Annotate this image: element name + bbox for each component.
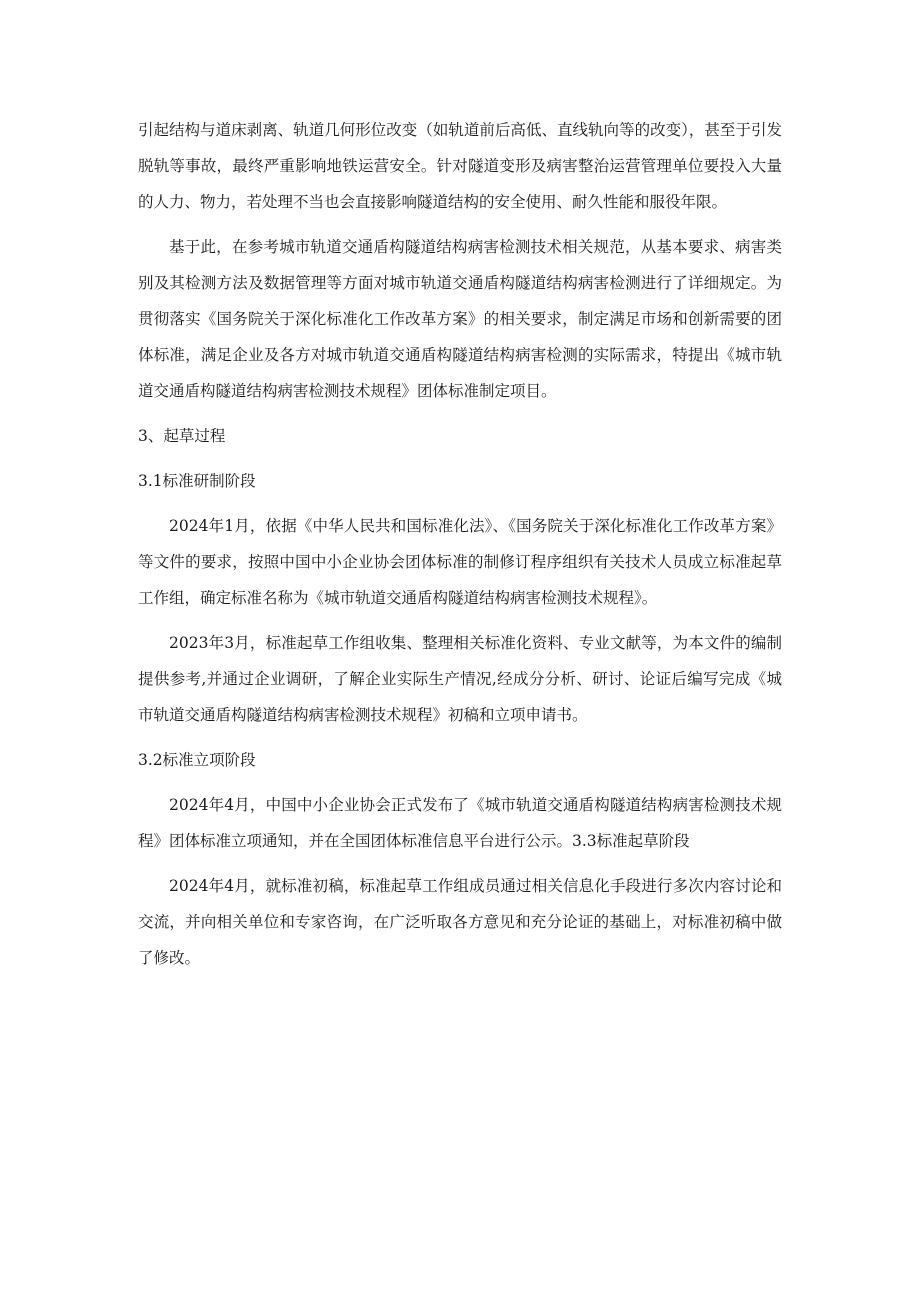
section-heading-drafting-process: 3、起草过程 <box>138 427 226 445</box>
subsection-heading-approval-stage: 3.2标准立项阶段 <box>138 751 256 769</box>
paragraph-apr-2024-draft: 2024年4月，就标准初稿，标准起草工作组成员通过相关信息化手段进行多次内容讨论和交流，并向相关单位和专家咨询，在广泛听取各方意见和充分论证的基础上，对标准初稿中做了修改。 <box>138 877 782 967</box>
document-page <box>138 112 782 976</box>
paragraph-mar-2023: 2023年3月，标准起草工作组收集、整理相关标准化资料、专业文献等，为本文件的编制提供参考,并通过企业调研，了解企业实际生产情况,经成分分析、研讨、论证后编写完成《城市轨道交通盾构隧道结构病害检测技术规程》初稿和立项申请书。 <box>138 634 782 724</box>
paragraph-gap <box>138 733 782 742</box>
subsection-heading-research-stage: 3.1标准研制阶段 <box>138 472 256 490</box>
paragraph-gap <box>138 454 782 463</box>
paragraph-gap <box>138 499 782 508</box>
paragraph-continuation: 引起结构与道床剥离、轨道几何形位改变（如轨道前后高低、直线轨向等的改变），甚至于引发脱轨等事故，最终严重影响地铁运营安全。针对隧道变形及病害整治运营管理单位要投入大量的人力、物力，若处理不当也会直接影响隧道结构的安全使用、耐久性能和服役年限。 <box>138 121 782 211</box>
paragraph-apr-2024-approval: 2024年4月，中国中小企业协会正式发布了《城市轨道交通盾构隧道结构病害检测技术规程》团体标准立项通知，并在全国团体标准信息平台进行公示。3.3标准起草阶段 <box>138 796 782 850</box>
paragraph-gap <box>138 409 782 418</box>
paragraph-background: 基于此，在参考城市轨道交通盾构隧道结构病害检测技术相关规范，从基本要求、病害类别及其检测方法及数据管理等方面对城市轨道交通盾构隧道结构病害检测进行了详细规定。为贯彻落实《国务院关于深化标准化工作改革方案》的相关要求，制定满足市场和创新需要的团体标准，满足企业及各方对城市轨道交通盾构隧道结构病害检测的实际需求，特提出《城市轨道交通盾构隧道结构病害检测技术规程》团体标准制定项目。 <box>138 238 782 400</box>
paragraph-gap <box>138 859 782 868</box>
paragraph-jan-2024: 2024年1月，依据《中华人民共和国标准化法》、《国务院关于深化标准化工作改革方案》等文件的要求，按照中国中小企业协会团体标准的制修订程序组织有关技术人员成立标准起草工作组，确定标准名称为《城市轨道交通盾构隧道结构病害检测技术规程》。 <box>138 517 782 607</box>
paragraph-gap <box>138 220 782 229</box>
paragraph-gap <box>138 616 782 625</box>
paragraph-gap <box>138 778 782 787</box>
